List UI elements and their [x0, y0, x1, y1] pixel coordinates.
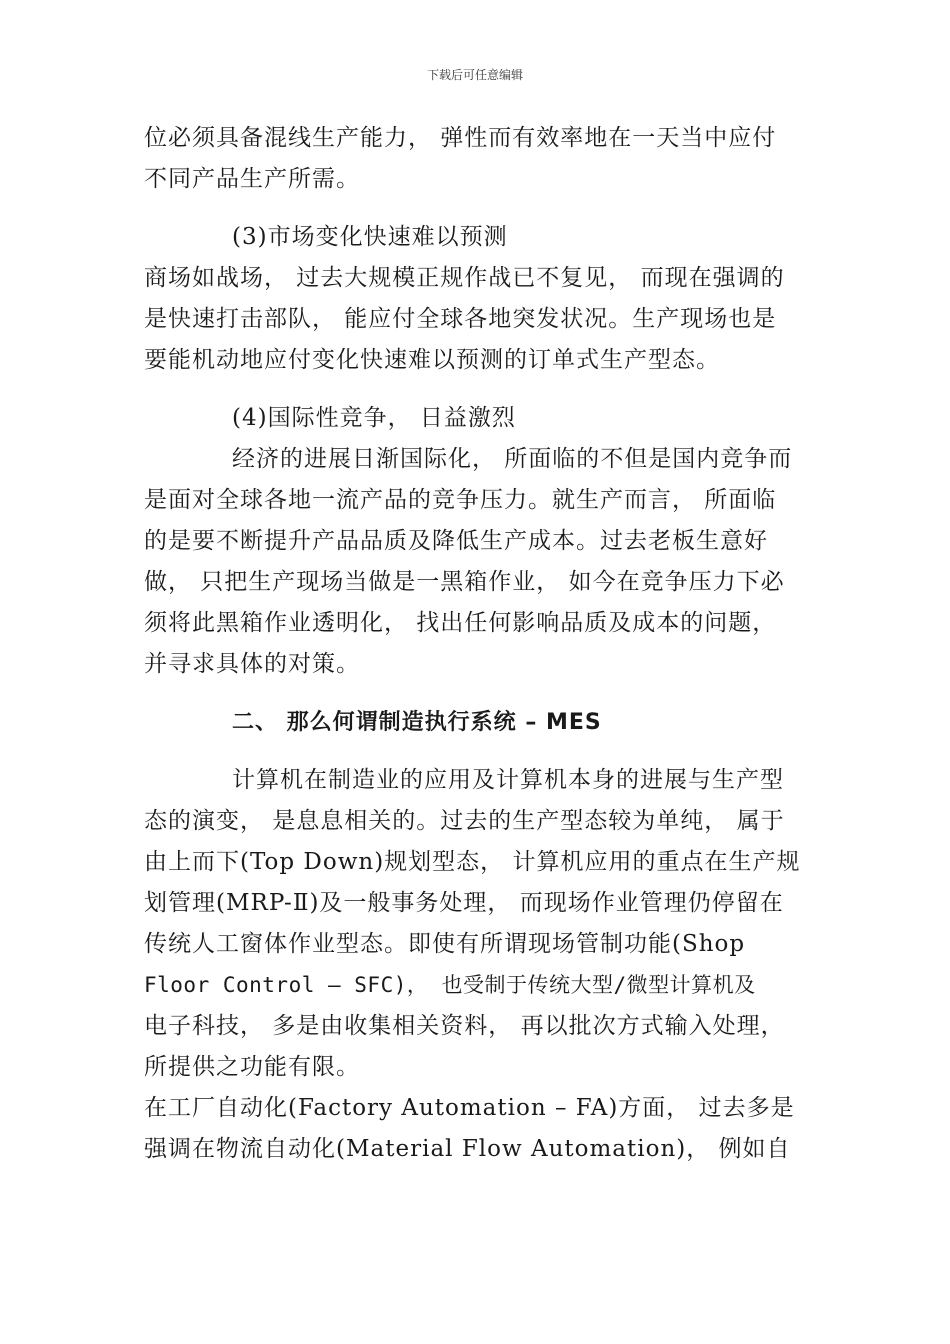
- paragraph-4: [144, 760, 814, 1088]
- text-line: 不同产品生产所需。: [144, 166, 360, 192]
- document-body: [144, 118, 814, 1170]
- text-line: 并寻求具体的对策。: [144, 651, 360, 677]
- text-line: 计算机在制造业的应用及计算机本身的进展与生产型: [232, 767, 784, 793]
- text-line: 传统人工窗体作业型态。即使有所谓现场管制功能(Shop: [144, 931, 746, 957]
- paragraph-1: [144, 118, 814, 200]
- text-line: 要能机动地应付变化快速难以预测的订单式生产型态。: [144, 347, 720, 373]
- text-line: 是面对全球各地一流产品的竞争压力。就生产而言， 所面临: [144, 487, 777, 513]
- text-line: 经济的进展日渐国际化， 所面临的不但是国内竞争而: [232, 446, 793, 472]
- page-header: 下载后可任意编辑: [426, 68, 523, 82]
- text-line: 所提供之功能有限。: [144, 1054, 360, 1080]
- text-line: 强调在物流自动化(Material Flow Automation)， 例如自: [144, 1136, 791, 1162]
- text-line: 位必须具备混线生产能力， 弹性而有效率地在一天当中应付: [144, 125, 777, 151]
- text-line: 做， 只把生产现场当做是一黑箱作业， 如今在竞争压力下必: [144, 569, 785, 595]
- text-line: 在工厂自动化(Factory Automation – FA)方面， 过去多是: [144, 1095, 795, 1121]
- text-line: 的是要不断提升产品品质及降低生产成本。过去老板生意好: [144, 528, 768, 554]
- text-line: 电子科技， 多是由收集相关资料， 再以批次方式输入处理，: [144, 1013, 785, 1039]
- text-line: 商场如战场， 过去大规模正规作战已不复见， 而现在强调的: [144, 265, 785, 291]
- paragraph-2: [144, 258, 814, 381]
- subheading-3: (3)市场变化快速难以预测: [232, 224, 508, 250]
- text-line: Floor Control – SFC)， 也受制于传统大型/微型计算机及: [144, 973, 756, 997]
- text-line: 是快速打击部队， 能应付全球各地突发状况。生产现场也是: [144, 306, 777, 332]
- text-line: 态的演变， 是息息相关的。过去的生产型态较为单纯， 属于: [144, 808, 785, 834]
- text-line: 由上而下(Top Down)规划型态， 计算机应用的重点在生产规: [144, 849, 801, 875]
- paragraph-3: [144, 439, 814, 685]
- text-line: 须将此黑箱作业透明化， 找出任何影响品质及成本的问题，: [144, 610, 777, 636]
- section-heading: 二、 那么何谓制造执行系统 – MES: [232, 710, 602, 735]
- subheading-4: (4)国际性竞争， 日益激烈: [232, 405, 516, 431]
- paragraph-5: [144, 1088, 814, 1170]
- text-line: 划管理(MRP-Ⅱ)及一般事务处理， 而现场作业管理仍停留在: [144, 890, 784, 916]
